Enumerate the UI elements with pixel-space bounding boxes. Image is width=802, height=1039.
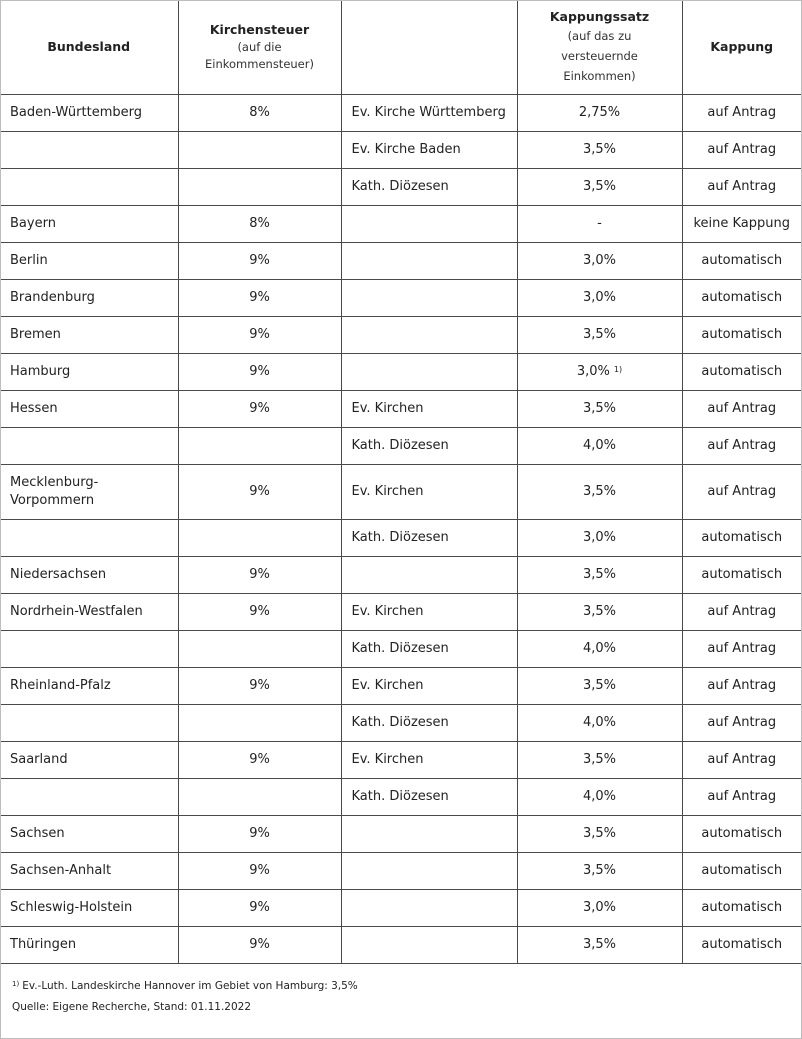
cell-bundesland: Sachsen (0, 816, 178, 853)
cell-kappung: auf Antrag (682, 705, 801, 742)
cell-kappungssatz: - (517, 206, 682, 243)
cell-kirche: Ev. Kirchen (341, 594, 517, 631)
cell-bundesland: Niedersachsen (0, 557, 178, 594)
cell-kappung: automatisch (682, 280, 801, 317)
cell-kappung: automatisch (682, 354, 801, 391)
cell-kirchensteuer: 9% (178, 853, 341, 890)
cell-kappung: auf Antrag (682, 631, 801, 668)
cell-kirchensteuer: 9% (178, 668, 341, 705)
cell-kirchensteuer: 9% (178, 391, 341, 428)
cell-kirche: Ev. Kirchen (341, 668, 517, 705)
cell-kappung: auf Antrag (682, 391, 801, 428)
cell-kirche: Ev. Kirchen (341, 742, 517, 779)
cell-kirchensteuer: 9% (178, 594, 341, 631)
cell-kirche: Ev. Kirche Württemberg (341, 95, 517, 132)
cell-kappungssatz: 3,5% (517, 391, 682, 428)
header-bundesland: Bundesland (0, 0, 178, 95)
header-kappung: Kappung (682, 0, 801, 95)
cell-kappungssatz: 3,5% (517, 594, 682, 631)
cell-kappung: auf Antrag (682, 779, 801, 816)
cell-kirche: Ev. Kirche Baden (341, 132, 517, 169)
cell-kappung: auf Antrag (682, 594, 801, 631)
cell-kirche: Kath. Diözesen (341, 631, 517, 668)
cell-kappungssatz: 3,0% (517, 890, 682, 927)
cell-kirchensteuer: 9% (178, 557, 341, 594)
cell-kappungssatz: 4,0% (517, 705, 682, 742)
cell-kappungssatz: 3,5% (517, 557, 682, 594)
cell-kirche: Ev. Kirchen (341, 465, 517, 520)
cell-kappungssatz: 3,0% (517, 280, 682, 317)
cell-kappungssatz: 4,0% (517, 428, 682, 465)
cell-bundesland: Saarland (0, 742, 178, 779)
cell-kappungssatz: 3,5% (517, 668, 682, 705)
header-kappungssatz: Kappungssatz (auf das zu versteuernde Einkommen) (517, 0, 682, 95)
cell-bundesland: Baden-Württemberg (0, 95, 178, 132)
cell-kirche: Kath. Diözesen (341, 169, 517, 206)
cell-kappung: auf Antrag (682, 668, 801, 705)
cell-kappungssatz: 3,5% (517, 317, 682, 354)
footnote-ref: 1) (613, 364, 623, 374)
cell-kirchensteuer: 8% (178, 95, 341, 132)
cell-kappung: automatisch (682, 243, 801, 280)
source-note: Quelle: Eigene Recherche, Stand: 01.11.2022 (12, 1001, 252, 1013)
cell-bundesland: Bayern (0, 206, 178, 243)
cell-kappungssatz: 3,0% $^{1)}$ (517, 354, 682, 391)
cell-kappungssatz: 3,5% (517, 132, 682, 169)
cell-kappungssatz: 4,0% (517, 779, 682, 816)
cell-kirchensteuer: 8% (178, 206, 341, 243)
cell-kirchensteuer: 9% (178, 816, 341, 853)
cell-kappungssatz: 3,5% (517, 465, 682, 520)
cell-bundesland: Rheinland-Pfalz (0, 668, 178, 705)
cell-bundesland: Sachsen-Anhalt (0, 853, 178, 890)
cell-kappung: auf Antrag (682, 95, 801, 132)
cell-kirchensteuer: 9% (178, 280, 341, 317)
cell-kappung: automatisch (682, 557, 801, 594)
cell-kirchensteuer: 9% (178, 927, 341, 964)
cell-kappung: auf Antrag (682, 132, 801, 169)
cell-kirchensteuer: 9% (178, 465, 341, 520)
cell-kirchensteuer: 9% (178, 742, 341, 779)
cell-kirchensteuer: 9% (178, 890, 341, 927)
cell-bundesland: Schleswig-Holstein (0, 890, 178, 927)
cell-kappungssatz: 4,0% (517, 631, 682, 668)
cell-bundesland: Thüringen (0, 927, 178, 964)
cell-kappungssatz: 3,0% (517, 243, 682, 280)
cell-bundesland: Nordrhein-Westfalen (0, 594, 178, 631)
cell-kirchensteuer: 9% (178, 354, 341, 391)
cell-kappungssatz: 3,5% (517, 816, 682, 853)
footnote (12, 976, 358, 997)
cell-kirchensteuer: 9% (178, 317, 341, 354)
cell-kirche: Kath. Diözesen (341, 520, 517, 557)
cell-kappungssatz: 3,5% (517, 927, 682, 964)
footnote-marker: 1) (12, 980, 20, 988)
cell-kappungssatz: 3,0% (517, 520, 682, 557)
cell-kappung: automatisch (682, 890, 801, 927)
cell-bundesland: Hamburg (0, 354, 178, 391)
cell-kappungssatz: 3,5% (517, 742, 682, 779)
cell-kirche: Kath. Diözesen (341, 779, 517, 816)
cell-kappung: auf Antrag (682, 465, 801, 520)
cell-kappung: auf Antrag (682, 169, 801, 206)
header-kirchensteuer: Kirchensteuer (auf die Einkommensteuer) (178, 0, 341, 95)
cell-kappung: automatisch (682, 520, 801, 557)
cell-kappung: automatisch (682, 816, 801, 853)
cell-kirche: Kath. Diözesen (341, 705, 517, 742)
cell-kappung: automatisch (682, 927, 801, 964)
cell-kappung: automatisch (682, 317, 801, 354)
cell-bundesland: Mecklenburg-Vorpommern (0, 465, 178, 520)
cell-kappung: keine Kappung (682, 206, 801, 243)
cell-kappungssatz: 3,5% (517, 853, 682, 890)
cell-bundesland: Brandenburg (0, 280, 178, 317)
footnote-text: Ev.-Luth. Landeskirche Hannover im Gebiet von Hamburg: 3,5% (22, 980, 358, 992)
cell-kappung: auf Antrag (682, 742, 801, 779)
cell-bundesland: Bremen (0, 317, 178, 354)
cell-kappung: automatisch (682, 853, 801, 890)
cell-kappung: auf Antrag (682, 428, 801, 465)
table-footer (12, 976, 358, 1018)
cell-bundesland: Berlin (0, 243, 178, 280)
cell-kappungssatz: 2,75% (517, 95, 682, 132)
cell-kirche: Ev. Kirchen (341, 391, 517, 428)
cell-kappungssatz: 3,5% (517, 169, 682, 206)
cell-kirche: Kath. Diözesen (341, 428, 517, 465)
cell-bundesland: Hessen (0, 391, 178, 428)
cell-kirchensteuer: 9% (178, 243, 341, 280)
